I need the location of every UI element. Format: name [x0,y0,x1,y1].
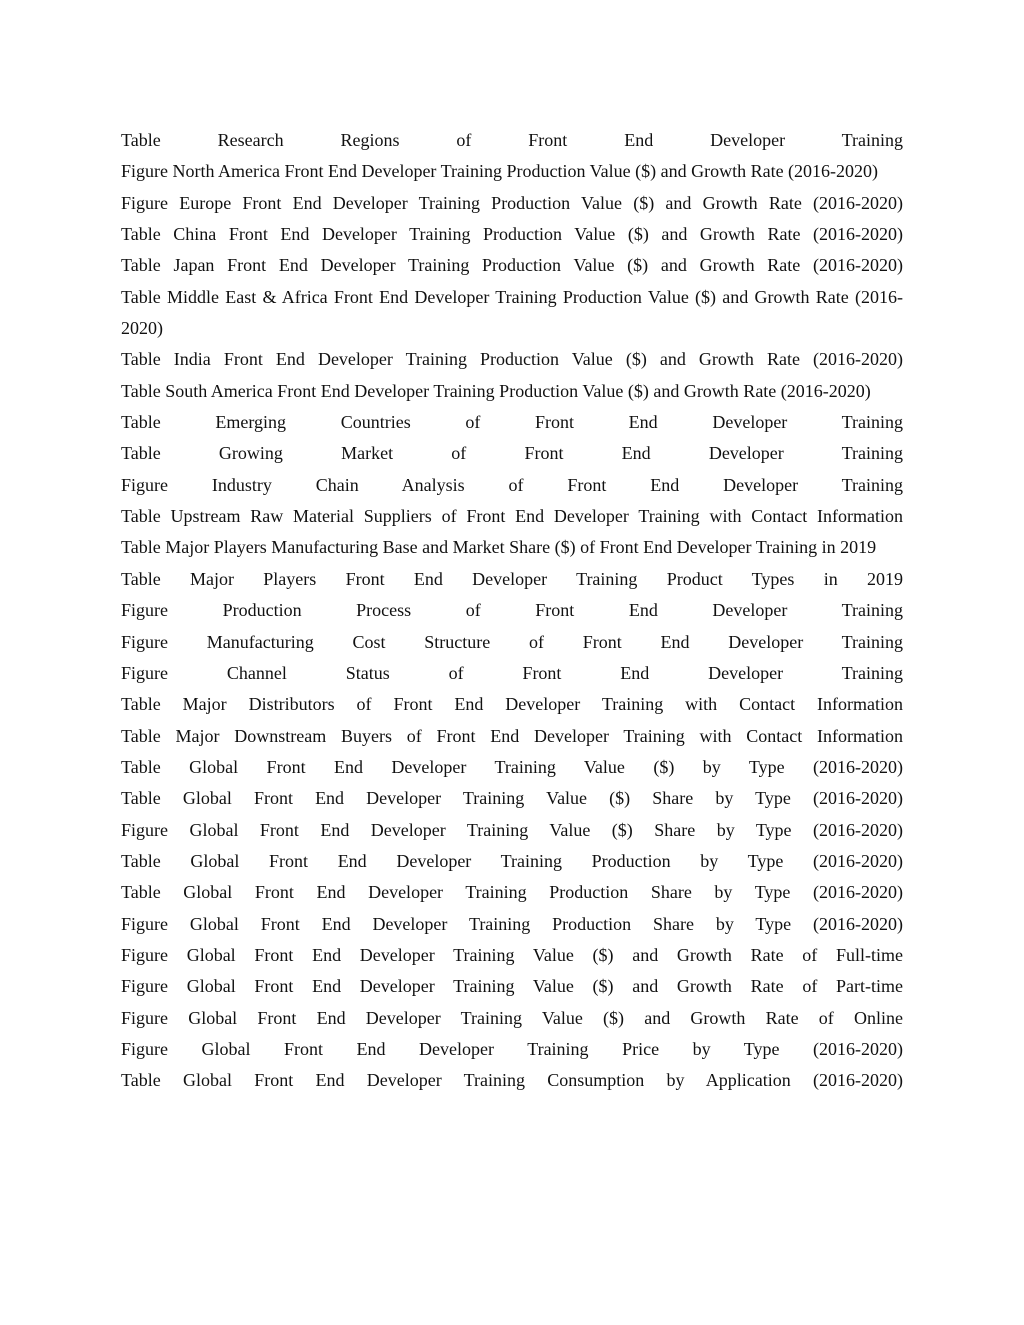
list-item: Table Upstream Raw Material Suppliers of Front End Developer Training with Contact Information [121,506,903,527]
list-item: Figure Manufacturing Cost Structure of Front End Developer Training [121,631,903,652]
list-item: Figure Europe Front End Developer Training Production Value ($) and Growth Rate (2016-2020) [121,192,903,213]
list-item: Figure Global Front End Developer Training Value ($) and Growth Rate of Part-time [121,976,903,997]
list-item: Figure Channel Status of Front End Developer Training [121,662,903,683]
list-item: Figure Global Front End Developer Training Value ($) Share by Type (2016-2020) [121,819,903,840]
list-item: Table Japan Front End Developer Training Production Value ($) and Growth Rate (2016-2020) [121,255,903,276]
list-item: Figure Global Front End Developer Training Production Share by Type (2016-2020) [121,913,903,934]
list-item: Figure North America Front End Developer Training Production Value ($) and Growth Rate (2016-2020) [121,161,879,182]
list-item: Table Middle East & Africa Front End Developer Training Production Value ($) and Growth Rate (2016-2020) [121,286,903,339]
list-item: Table Global Front End Developer Training Production by Type (2016-2020) [121,850,903,871]
list-item: Table Global Front End Developer Training Consumption by Application (2016-2020) [121,1070,903,1091]
list-of-tables-and-figures [121,125,903,1097]
list-item: Table Major Downstream Buyers of Front End Developer Training with Contact Information [121,725,903,746]
list-item: Table China Front End Developer Training Production Value ($) and Growth Rate (2016-2020) [121,224,903,245]
list-item: Figure Global Front End Developer Training Value ($) and Growth Rate of Online [121,1007,903,1028]
list-item: Table Global Front End Developer Training Value ($) Share by Type (2016-2020) [121,788,903,809]
list-item: Figure Production Process of Front End Developer Training [121,600,903,621]
list-item: Figure Global Front End Developer Training Value ($) and Growth Rate of Full-time [121,944,903,965]
list-item: Table Growing Market of Front End Developer Training [121,443,903,464]
list-item: Table Global Front End Developer Training Value ($) by Type (2016-2020) [121,756,903,777]
list-item: Figure Industry Chain Analysis of Front End Developer Training [121,474,903,495]
list-item: Table Major Players Manufacturing Base and Market Share ($) of Front End Developer Training in 2019 [121,537,877,558]
list-item: Table Global Front End Developer Training Production Share by Type (2016-2020) [121,882,903,903]
list-item: Table Emerging Countries of Front End Developer Training [121,412,903,433]
list-item: Table Research Regions of Front End Developer Training [121,130,903,150]
list-item: Table Major Players Front End Developer Training Product Types in 2019 [121,568,903,589]
list-item: Table South America Front End Developer Training Production Value ($) and Growth Rate (2016-2020) [121,380,871,401]
list-item: Table Major Distributors of Front End Developer Training with Contact Information [121,694,903,715]
list-item: Figure Global Front End Developer Training Price by Type (2016-2020) [121,1038,903,1059]
list-item: Table India Front End Developer Training Production Value ($) and Growth Rate (2016-2020) [121,349,903,370]
